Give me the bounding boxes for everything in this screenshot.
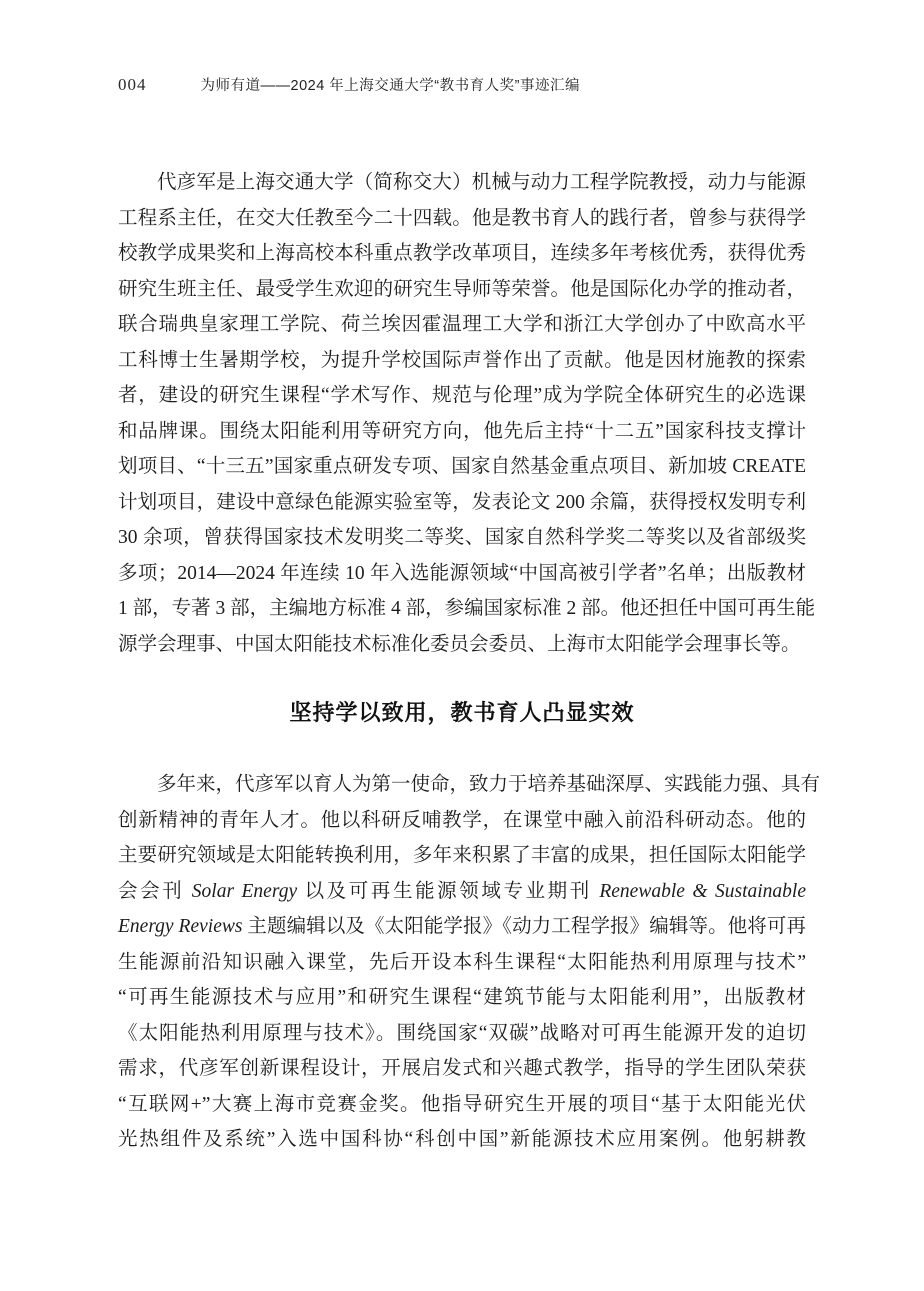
text-line — [118, 1122, 806, 1158]
text-line — [118, 1087, 806, 1123]
paragraph-teaching-impact — [118, 767, 821, 1158]
text-line — [118, 378, 806, 414]
text-line — [118, 449, 806, 485]
text-segment: 工科博士生暑期学校，为提升学校国际声誉作出了贡献。他是因材施教的探索 — [118, 349, 806, 371]
text-segment: “可再生能源技术与应用”和研究生课程“建筑节能与太阳能利用”，出版教材 — [118, 987, 806, 1008]
text-segment: 《太阳能热利用原理与技术》。围绕国家“双碳”战略对可再生能源开发的迫切 — [118, 1022, 806, 1044]
text-segment: 需求，代彦军创新课程设计，开展启发式和兴趣式教学，指导的学生团队荣获 — [118, 1058, 806, 1079]
text-line — [118, 556, 806, 592]
text-segment: 工程系主任，在交大任教至今二十四载。他是教书育人的践行者，曾参与获得学 — [118, 207, 806, 229]
running-title: 为师有道——2024 年上海交通大学“教书育人奖”事迹汇编 — [200, 78, 580, 94]
text-line — [118, 945, 806, 981]
text-line — [118, 1051, 806, 1087]
page-number: 004 — [118, 75, 147, 94]
text-segment: “互联网+”大赛上海市竞赛金奖。他指导研究生开展的项目“基于太阳能光伏 — [118, 1093, 806, 1115]
text-line — [118, 165, 806, 201]
text-segment: 者，建设的研究生课程“学术写作、规范与伦理”成为学院全体研究生的必选课 — [118, 385, 806, 406]
text-segment: 主要研究领域是太阳能转换利用，多年来积累了丰富的成果，担任国际太阳能学 — [118, 845, 806, 866]
journal-name-italic: Renewable & Sustainable — [599, 880, 807, 902]
text-segment: 1 部，专著 3 部，主编地方标准 4 部，参编国家标准 2 部。他还担任中国可再生能 — [118, 598, 816, 619]
text-line — [118, 201, 806, 237]
text-line — [118, 767, 821, 803]
page-header — [118, 74, 806, 95]
text-line — [118, 272, 806, 308]
text-segment: 生能源前沿知识融入课堂，先后开设本科生课程“太阳能热利用原理与技术” — [118, 951, 806, 973]
text-segment: 研究生班主任、最受学生欢迎的研究生导师等荣誉。他是国际化办学的推动者， — [118, 278, 806, 300]
text-line — [118, 838, 806, 874]
text-line — [118, 803, 806, 839]
text-segment: 校教学成果奖和上海高校本科重点教学改革项目，连续多年考核优秀，获得优秀 — [118, 243, 806, 264]
text-line — [118, 980, 806, 1016]
text-segment: 主题编辑以及《太阳能学报》《动力工程学报》编辑等。他将可再 — [242, 916, 806, 937]
text-line — [118, 236, 806, 272]
paragraph-intro — [118, 165, 816, 662]
text-segment: 联合瑞典皇家理工学院、荷兰埃因霍温理工大学和浙江大学创办了中欧高水平 — [118, 314, 806, 335]
text-line — [118, 591, 816, 627]
text-segment: 代彦军是上海交通大学（简称交大）机械与动力工程学院教授，动力与能源 — [157, 172, 806, 193]
text-segment: 多项；2014—2024 年连续 10 年入选能源领域“中国高被引学者”名单；出版教材 — [118, 562, 806, 584]
text-segment: 多年来，代彦军以育人为第一使命，致力于培养基础深厚、实践能力强、具有 — [157, 774, 821, 795]
text-line — [118, 520, 806, 556]
text-line — [118, 307, 806, 343]
text-segment: 划项目、“十三五”国家重点研发专项、国家自然基金重点项目、新加坡 CREATE — [118, 456, 806, 477]
text-segment: 和品牌课。围绕太阳能利用等研究方向，他先后主持“十二五”国家科技支撑计 — [118, 420, 806, 442]
text-line — [118, 485, 806, 521]
text-line — [118, 874, 806, 910]
journal-name-italic: Energy Reviews — [118, 916, 243, 937]
text-line — [118, 627, 806, 663]
text-segment: 会会刊 — [118, 880, 192, 902]
journal-name-italic: Solar Energy — [191, 880, 298, 902]
text-line — [118, 1016, 806, 1052]
text-segment: 以及可再生能源领域专业期刊 — [297, 880, 600, 902]
text-segment: 30 余项，曾获得国家技术发明奖二等奖、国家自然科学奖二等奖以及省部级奖 — [118, 527, 806, 548]
text-segment: 创新精神的青年人才。他以科研反哺教学，在课堂中融入前沿科研动态。他的 — [118, 809, 806, 831]
text-line — [118, 909, 806, 945]
text-segment: 计划项目，建设中意绿色能源实验室等，发表论文 200 余篇，获得授权发明专利 — [118, 491, 806, 513]
text-segment: 源学会理事、中国太阳能技术标准化委员会委员、上海市太阳能学会理事长等。 — [118, 633, 801, 655]
section-heading: 坚持学以致用，教书育人凸显实效 — [289, 700, 635, 725]
text-line — [118, 414, 806, 450]
text-line — [118, 343, 806, 379]
text-segment: 光热组件及系统”入选中国科协“科创中国”新能源技术应用案例。他躬耕教 — [118, 1129, 806, 1150]
